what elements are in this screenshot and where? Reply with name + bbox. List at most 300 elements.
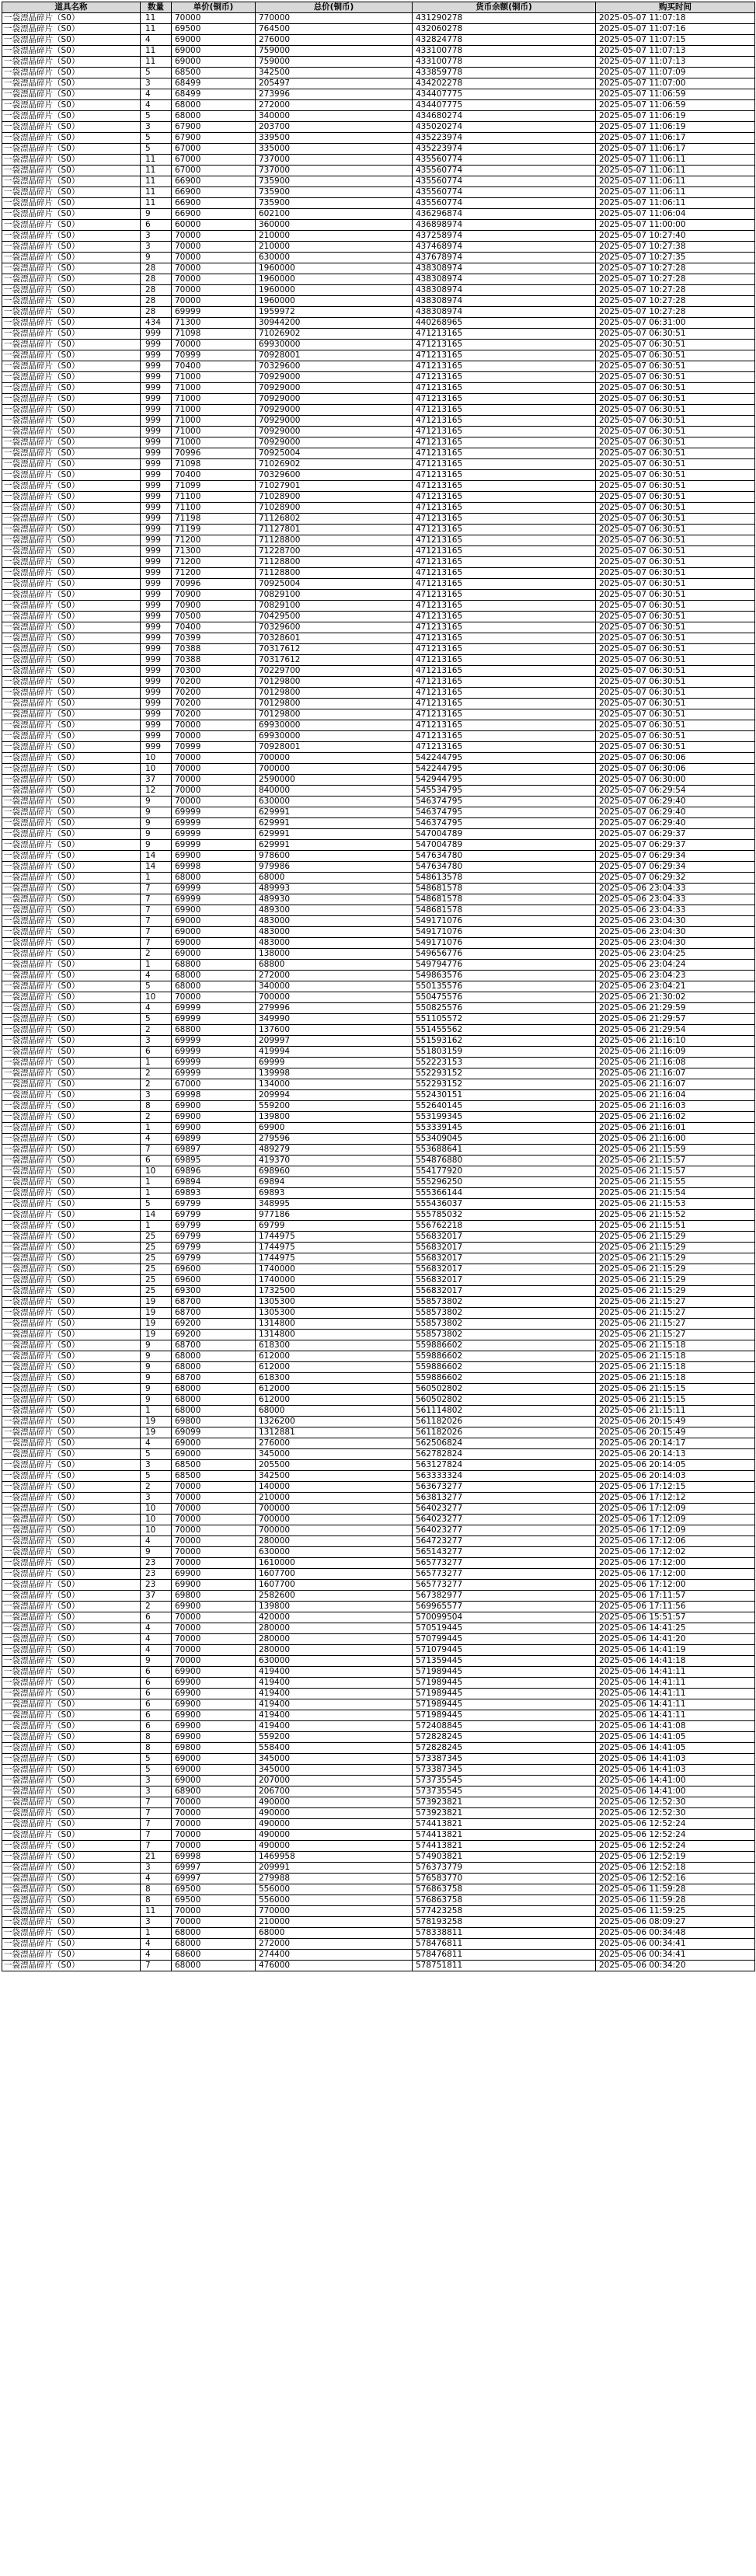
table-row (2, 1362, 755, 1373)
cell-unit-price: 69000 (172, 1754, 256, 1765)
table-row (2, 220, 755, 231)
cell-quantity: 4 (141, 1645, 172, 1656)
cell-purchase-time: 2025-05-07 06:30:51 (596, 557, 755, 568)
table-row (2, 1036, 755, 1047)
cell-currency-balance: 471213165 (413, 633, 596, 644)
cell-item-name: 一袋漂晶碎片（S0） (2, 525, 141, 535)
cell-quantity: 7 (141, 1808, 172, 1819)
cell-total-price: 335000 (256, 144, 413, 155)
cell-item-name: 一袋漂晶碎片（S0） (2, 340, 141, 350)
cell-currency-balance: 471213165 (413, 622, 596, 633)
cell-quantity: 4 (141, 1536, 172, 1547)
cell-currency-balance: 546374795 (413, 807, 596, 818)
cell-quantity: 25 (141, 1253, 172, 1264)
table-row (2, 1547, 755, 1558)
cell-currency-balance: 552293152 (413, 1079, 596, 1090)
cell-purchase-time: 2025-05-07 06:30:51 (596, 699, 755, 709)
table-row (2, 862, 755, 873)
cell-quantity: 7 (141, 916, 172, 927)
cell-purchase-time: 2025-05-06 21:16:00 (596, 1134, 755, 1145)
cell-total-price: 273996 (256, 89, 413, 100)
cell-unit-price: 69500 (172, 1884, 256, 1895)
cell-total-price: 70129800 (256, 677, 413, 688)
cell-quantity: 999 (141, 383, 172, 394)
cell-unit-price: 69000 (172, 35, 256, 46)
table-row (2, 949, 755, 960)
cell-quantity: 2 (141, 1068, 172, 1079)
cell-unit-price: 71300 (172, 318, 256, 329)
cell-unit-price: 69900 (172, 851, 256, 862)
table-row (2, 775, 755, 786)
cell-currency-balance: 573735545 (413, 1786, 596, 1797)
cell-unit-price: 69000 (172, 1765, 256, 1776)
cell-currency-balance: 562506824 (413, 1438, 596, 1449)
cell-currency-balance: 438308974 (413, 296, 596, 307)
cell-total-price: 210000 (256, 231, 413, 242)
cell-total-price: 556000 (256, 1884, 413, 1895)
cell-purchase-time: 2025-05-06 21:29:59 (596, 1003, 755, 1014)
cell-total-price: 70429500 (256, 612, 413, 622)
cell-item-name: 一袋漂晶碎片（S0） (2, 1438, 141, 1449)
cell-purchase-time: 2025-05-07 06:30:51 (596, 590, 755, 601)
cell-purchase-time: 2025-05-06 14:41:05 (596, 1743, 755, 1754)
cell-item-name: 一袋漂晶碎片（S0） (2, 557, 141, 568)
cell-total-price: 1305300 (256, 1308, 413, 1319)
cell-purchase-time: 2025-05-07 10:27:28 (596, 296, 755, 307)
table-row (2, 1645, 755, 1656)
cell-currency-balance: 570519445 (413, 1623, 596, 1634)
table-row (2, 1830, 755, 1841)
cell-currency-balance: 558573802 (413, 1319, 596, 1330)
cell-item-name: 一袋漂晶碎片（S0） (2, 807, 141, 818)
cell-quantity: 4 (141, 89, 172, 100)
cell-total-price: 71026902 (256, 329, 413, 340)
cell-purchase-time: 2025-05-06 11:59:28 (596, 1884, 755, 1895)
cell-item-name: 一袋漂晶碎片（S0） (2, 1417, 141, 1427)
cell-item-name: 一袋漂晶碎片（S0） (2, 1134, 141, 1145)
cell-item-name: 一袋漂晶碎片（S0） (2, 1058, 141, 1068)
cell-item-name: 一袋漂晶碎片（S0） (2, 1917, 141, 1928)
cell-currency-balance: 555366144 (413, 1188, 596, 1199)
cell-unit-price: 69999 (172, 1058, 256, 1068)
cell-purchase-time: 2025-05-06 21:16:07 (596, 1068, 755, 1079)
table-row (2, 1243, 755, 1253)
table-row (2, 144, 755, 155)
cell-quantity: 3 (141, 122, 172, 133)
cell-purchase-time: 2025-05-07 06:30:51 (596, 677, 755, 688)
table-row (2, 329, 755, 340)
cell-currency-balance: 440268965 (413, 318, 596, 329)
cell-currency-balance: 542244795 (413, 753, 596, 764)
cell-quantity: 6 (141, 1667, 172, 1678)
cell-currency-balance: 471213165 (413, 437, 596, 448)
cell-purchase-time: 2025-05-06 12:52:24 (596, 1841, 755, 1852)
cell-currency-balance: 553339145 (413, 1123, 596, 1134)
cell-total-price: 274400 (256, 1950, 413, 1961)
cell-total-price: 70929000 (256, 427, 413, 437)
table-row (2, 437, 755, 448)
cell-currency-balance: 574413821 (413, 1819, 596, 1830)
cell-unit-price: 68700 (172, 1297, 256, 1308)
cell-purchase-time: 2025-05-07 06:30:51 (596, 731, 755, 742)
cell-purchase-time: 2025-05-06 14:41:03 (596, 1765, 755, 1776)
cell-total-price: 203700 (256, 122, 413, 133)
cell-currency-balance: 574413821 (413, 1841, 596, 1852)
table-row (2, 24, 755, 35)
cell-unit-price: 69900 (172, 1710, 256, 1721)
cell-total-price: 140000 (256, 1482, 413, 1493)
cell-item-name: 一袋漂晶碎片（S0） (2, 1884, 141, 1895)
cell-purchase-time: 2025-05-06 21:16:02 (596, 1112, 755, 1123)
cell-item-name: 一袋漂晶碎片（S0） (2, 1819, 141, 1830)
cell-quantity: 2 (141, 1482, 172, 1493)
cell-currency-balance: 571079445 (413, 1645, 596, 1656)
cell-total-price: 70929000 (256, 416, 413, 427)
cell-currency-balance: 558573802 (413, 1297, 596, 1308)
cell-purchase-time: 2025-05-07 06:30:06 (596, 764, 755, 775)
cell-currency-balance: 549171076 (413, 916, 596, 927)
cell-unit-price: 71000 (172, 372, 256, 383)
cell-unit-price: 70000 (172, 1808, 256, 1819)
cell-unit-price: 69900 (172, 1123, 256, 1134)
cell-currency-balance: 471213165 (413, 361, 596, 372)
cell-item-name: 一袋漂晶碎片（S0） (2, 960, 141, 971)
cell-quantity: 6 (141, 1699, 172, 1710)
table-row (2, 1634, 755, 1645)
cell-unit-price: 70000 (172, 1612, 256, 1623)
cell-unit-price: 70000 (172, 274, 256, 285)
cell-total-price: 280000 (256, 1536, 413, 1547)
cell-purchase-time: 2025-05-06 14:41:03 (596, 1754, 755, 1765)
cell-purchase-time: 2025-05-06 14:41:11 (596, 1699, 755, 1710)
cell-currency-balance: 432824778 (413, 35, 596, 46)
cell-quantity: 3 (141, 1036, 172, 1047)
cell-purchase-time: 2025-05-06 21:15:53 (596, 1199, 755, 1210)
cell-purchase-time: 2025-05-06 21:16:07 (596, 1079, 755, 1090)
cell-total-price: 630000 (256, 1547, 413, 1558)
cell-purchase-time: 2025-05-06 14:41:20 (596, 1634, 755, 1645)
cell-currency-balance: 434407775 (413, 100, 596, 111)
cell-purchase-time: 2025-05-07 06:29:37 (596, 829, 755, 840)
cell-total-price: 70829100 (256, 601, 413, 612)
cell-purchase-time: 2025-05-06 21:30:02 (596, 992, 755, 1003)
cell-currency-balance: 471213165 (413, 416, 596, 427)
cell-purchase-time: 2025-05-06 23:04:30 (596, 938, 755, 949)
cell-total-price: 70328601 (256, 633, 413, 644)
cell-total-price: 483000 (256, 927, 413, 938)
cell-item-name: 一袋漂晶碎片（S0） (2, 851, 141, 862)
cell-unit-price: 69999 (172, 884, 256, 894)
cell-quantity: 12 (141, 786, 172, 797)
cell-purchase-time: 2025-05-07 10:27:28 (596, 263, 755, 274)
cell-quantity: 999 (141, 633, 172, 644)
cell-quantity: 1 (141, 1177, 172, 1188)
cell-total-price: 490000 (256, 1830, 413, 1841)
cell-purchase-time: 2025-05-06 14:41:25 (596, 1623, 755, 1634)
cell-total-price: 70129800 (256, 709, 413, 720)
cell-item-name: 一袋漂晶碎片（S0） (2, 688, 141, 699)
cell-unit-price: 69896 (172, 1166, 256, 1177)
cell-purchase-time: 2025-05-07 11:06:11 (596, 176, 755, 187)
cell-quantity: 2 (141, 1025, 172, 1036)
cell-purchase-time: 2025-05-07 11:06:19 (596, 122, 755, 133)
cell-total-price: 210000 (256, 1493, 413, 1504)
cell-currency-balance: 542944795 (413, 775, 596, 786)
cell-purchase-time: 2025-05-07 10:27:28 (596, 285, 755, 296)
cell-item-name: 一袋漂晶碎片（S0） (2, 720, 141, 731)
cell-total-price: 70928001 (256, 742, 413, 753)
cell-purchase-time: 2025-05-07 10:27:28 (596, 307, 755, 318)
table-row (2, 1612, 755, 1623)
cell-item-name: 一袋漂晶碎片（S0） (2, 1210, 141, 1221)
cell-unit-price: 67900 (172, 122, 256, 133)
cell-purchase-time: 2025-05-07 06:30:51 (596, 459, 755, 470)
table-row (2, 187, 755, 198)
cell-unit-price: 69998 (172, 1090, 256, 1101)
cell-currency-balance: 435223974 (413, 144, 596, 155)
table-row (2, 568, 755, 579)
cell-item-name: 一袋漂晶碎片（S0） (2, 437, 141, 448)
cell-currency-balance: 555436037 (413, 1199, 596, 1210)
cell-unit-price: 70000 (172, 1482, 256, 1493)
cell-total-price: 272000 (256, 971, 413, 981)
cell-purchase-time: 2025-05-06 21:15:29 (596, 1275, 755, 1286)
cell-total-price: 205497 (256, 78, 413, 89)
cell-unit-price: 70000 (172, 1830, 256, 1841)
cell-quantity: 7 (141, 938, 172, 949)
cell-quantity: 434 (141, 318, 172, 329)
cell-currency-balance: 551105572 (413, 1014, 596, 1025)
cell-total-price: 1469958 (256, 1852, 413, 1863)
cell-item-name: 一袋漂晶碎片（S0） (2, 1765, 141, 1776)
cell-unit-price: 69000 (172, 57, 256, 68)
cell-unit-price: 70999 (172, 350, 256, 361)
cell-purchase-time: 2025-05-06 21:15:15 (596, 1384, 755, 1395)
cell-item-name: 一袋漂晶碎片（S0） (2, 1123, 141, 1134)
cell-purchase-time: 2025-05-07 11:07:15 (596, 35, 755, 46)
cell-item-name: 一袋漂晶碎片（S0） (2, 633, 141, 644)
cell-unit-price: 70000 (172, 1906, 256, 1917)
cell-purchase-time: 2025-05-07 06:30:51 (596, 427, 755, 437)
table-row (2, 938, 755, 949)
cell-quantity: 10 (141, 1515, 172, 1525)
cell-quantity: 37 (141, 775, 172, 786)
cell-unit-price: 69000 (172, 927, 256, 938)
table-row (2, 13, 755, 24)
cell-item-name: 一袋漂晶碎片（S0） (2, 786, 141, 797)
table-row (2, 133, 755, 144)
cell-currency-balance: 546374795 (413, 797, 596, 807)
cell-currency-balance: 574903821 (413, 1852, 596, 1863)
cell-currency-balance: 546374795 (413, 818, 596, 829)
cell-currency-balance: 471213165 (413, 535, 596, 546)
cell-total-price: 770000 (256, 13, 413, 24)
cell-currency-balance: 556832017 (413, 1232, 596, 1243)
table-row (2, 1232, 755, 1243)
cell-quantity: 3 (141, 78, 172, 89)
cell-currency-balance: 471213165 (413, 720, 596, 731)
table-row (2, 851, 755, 862)
cell-purchase-time: 2025-05-07 06:30:51 (596, 437, 755, 448)
cell-currency-balance: 547004789 (413, 829, 596, 840)
cell-currency-balance: 564023277 (413, 1525, 596, 1536)
cell-item-name: 一袋漂晶碎片（S0） (2, 1395, 141, 1406)
cell-quantity: 25 (141, 1286, 172, 1297)
cell-unit-price: 69899 (172, 1134, 256, 1145)
cell-purchase-time: 2025-05-07 06:30:51 (596, 612, 755, 622)
table-row (2, 731, 755, 742)
cell-item-name: 一袋漂晶碎片（S0） (2, 840, 141, 851)
cell-quantity: 999 (141, 546, 172, 557)
cell-total-price: 737000 (256, 155, 413, 166)
cell-unit-price: 70999 (172, 742, 256, 753)
cell-total-price: 979986 (256, 862, 413, 873)
cell-purchase-time: 2025-05-06 12:52:24 (596, 1819, 755, 1830)
cell-total-price: 419400 (256, 1710, 413, 1721)
cell-total-price: 1960000 (256, 274, 413, 285)
cell-currency-balance: 431290278 (413, 13, 596, 24)
cell-quantity: 999 (141, 699, 172, 709)
table-row (2, 394, 755, 405)
cell-total-price: 489993 (256, 884, 413, 894)
table-row (2, 1395, 755, 1406)
cell-total-price: 1960000 (256, 296, 413, 307)
cell-unit-price: 67000 (172, 155, 256, 166)
cell-quantity: 7 (141, 884, 172, 894)
cell-purchase-time: 2025-05-06 21:15:51 (596, 1221, 755, 1232)
cell-quantity: 11 (141, 13, 172, 24)
cell-currency-balance: 435560774 (413, 176, 596, 187)
cell-quantity: 999 (141, 579, 172, 590)
cell-unit-price: 67000 (172, 144, 256, 155)
cell-total-price: 71026902 (256, 459, 413, 470)
cell-unit-price: 70000 (172, 1917, 256, 1928)
cell-item-name: 一袋漂晶碎片（S0） (2, 1330, 141, 1340)
cell-currency-balance: 578476811 (413, 1939, 596, 1950)
cell-purchase-time: 2025-05-06 17:11:57 (596, 1591, 755, 1602)
cell-quantity: 5 (141, 111, 172, 122)
cell-quantity: 25 (141, 1232, 172, 1243)
cell-unit-price: 69000 (172, 46, 256, 57)
cell-total-price: 69900 (256, 1123, 413, 1134)
cell-unit-price: 70000 (172, 285, 256, 296)
cell-quantity: 1 (141, 1188, 172, 1199)
cell-unit-price: 69999 (172, 894, 256, 905)
header-row (2, 2, 755, 13)
cell-quantity: 28 (141, 285, 172, 296)
cell-total-price: 342500 (256, 1471, 413, 1482)
cell-currency-balance: 573387345 (413, 1754, 596, 1765)
cell-currency-balance: 471213165 (413, 699, 596, 709)
cell-item-name: 一袋漂晶碎片（S0） (2, 1427, 141, 1438)
cell-purchase-time: 2025-05-06 14:41:11 (596, 1678, 755, 1689)
table-row (2, 1373, 755, 1384)
cell-unit-price: 70900 (172, 590, 256, 601)
cell-quantity: 25 (141, 1264, 172, 1275)
cell-item-name: 一袋漂晶碎片（S0） (2, 1253, 141, 1264)
cell-purchase-time: 2025-05-07 06:29:32 (596, 873, 755, 884)
table-row (2, 372, 755, 383)
cell-quantity: 999 (141, 601, 172, 612)
table-row (2, 1460, 755, 1471)
cell-quantity: 7 (141, 905, 172, 916)
cell-total-price: 2582600 (256, 1591, 413, 1602)
cell-purchase-time: 2025-05-06 12:52:18 (596, 1863, 755, 1874)
cell-currency-balance: 558573802 (413, 1330, 596, 1340)
cell-currency-balance: 576373779 (413, 1863, 596, 1874)
cell-unit-price: 70900 (172, 601, 256, 612)
cell-unit-price: 68500 (172, 1471, 256, 1482)
cell-quantity: 11 (141, 187, 172, 198)
cell-currency-balance: 471213165 (413, 350, 596, 361)
cell-quantity: 5 (141, 1449, 172, 1460)
cell-unit-price: 71000 (172, 383, 256, 394)
cell-purchase-time: 2025-05-07 06:30:51 (596, 492, 755, 503)
cell-quantity: 9 (141, 1656, 172, 1667)
table-row (2, 263, 755, 274)
cell-unit-price: 69897 (172, 1145, 256, 1156)
cell-currency-balance: 436898974 (413, 220, 596, 231)
cell-unit-price: 70000 (172, 242, 256, 253)
cell-total-price: 70229700 (256, 666, 413, 677)
cell-unit-price: 69900 (172, 1721, 256, 1732)
cell-unit-price: 68000 (172, 971, 256, 981)
cell-currency-balance: 576863758 (413, 1895, 596, 1906)
table-row (2, 1330, 755, 1340)
table-row (2, 1188, 755, 1199)
cell-total-price: 489279 (256, 1145, 413, 1156)
cell-quantity: 5 (141, 1765, 172, 1776)
cell-currency-balance: 549794776 (413, 960, 596, 971)
table-row (2, 1047, 755, 1058)
cell-purchase-time: 2025-05-06 23:04:25 (596, 949, 755, 960)
cell-total-price: 612000 (256, 1351, 413, 1362)
cell-item-name: 一袋漂晶碎片（S0） (2, 1449, 141, 1460)
cell-item-name: 一袋漂晶碎片（S0） (2, 1014, 141, 1025)
cell-unit-price: 68800 (172, 960, 256, 971)
cell-unit-price: 71000 (172, 405, 256, 416)
table-row (2, 818, 755, 829)
cell-quantity: 999 (141, 655, 172, 666)
table-row (2, 764, 755, 775)
cell-purchase-time: 2025-05-06 21:15:29 (596, 1253, 755, 1264)
cell-item-name: 一袋漂晶碎片（S0） (2, 1536, 141, 1547)
cell-item-name: 一袋漂晶碎片（S0） (2, 1656, 141, 1667)
cell-unit-price: 69600 (172, 1275, 256, 1286)
cell-currency-balance: 552640145 (413, 1101, 596, 1112)
table-row (2, 1427, 755, 1438)
cell-purchase-time: 2025-05-06 14:41:11 (596, 1710, 755, 1721)
table-row (2, 1166, 755, 1177)
table-row (2, 1384, 755, 1395)
cell-currency-balance: 548613578 (413, 873, 596, 884)
table-row (2, 1308, 755, 1319)
cell-item-name: 一袋漂晶碎片（S0） (2, 797, 141, 807)
cell-unit-price: 67000 (172, 1079, 256, 1090)
table-row (2, 1210, 755, 1221)
cell-currency-balance: 564023277 (413, 1504, 596, 1515)
cell-purchase-time: 2025-05-06 21:15:29 (596, 1264, 755, 1275)
cell-item-name: 一袋漂晶碎片（S0） (2, 1895, 141, 1906)
cell-item-name: 一袋漂晶碎片（S0） (2, 1612, 141, 1623)
cell-quantity: 14 (141, 862, 172, 873)
cell-quantity: 999 (141, 448, 172, 459)
cell-quantity: 23 (141, 1569, 172, 1580)
cell-purchase-time: 2025-05-06 21:15:57 (596, 1166, 755, 1177)
cell-total-price: 735900 (256, 176, 413, 187)
cell-quantity: 6 (141, 1047, 172, 1058)
cell-item-name: 一袋漂晶碎片（S0） (2, 775, 141, 786)
